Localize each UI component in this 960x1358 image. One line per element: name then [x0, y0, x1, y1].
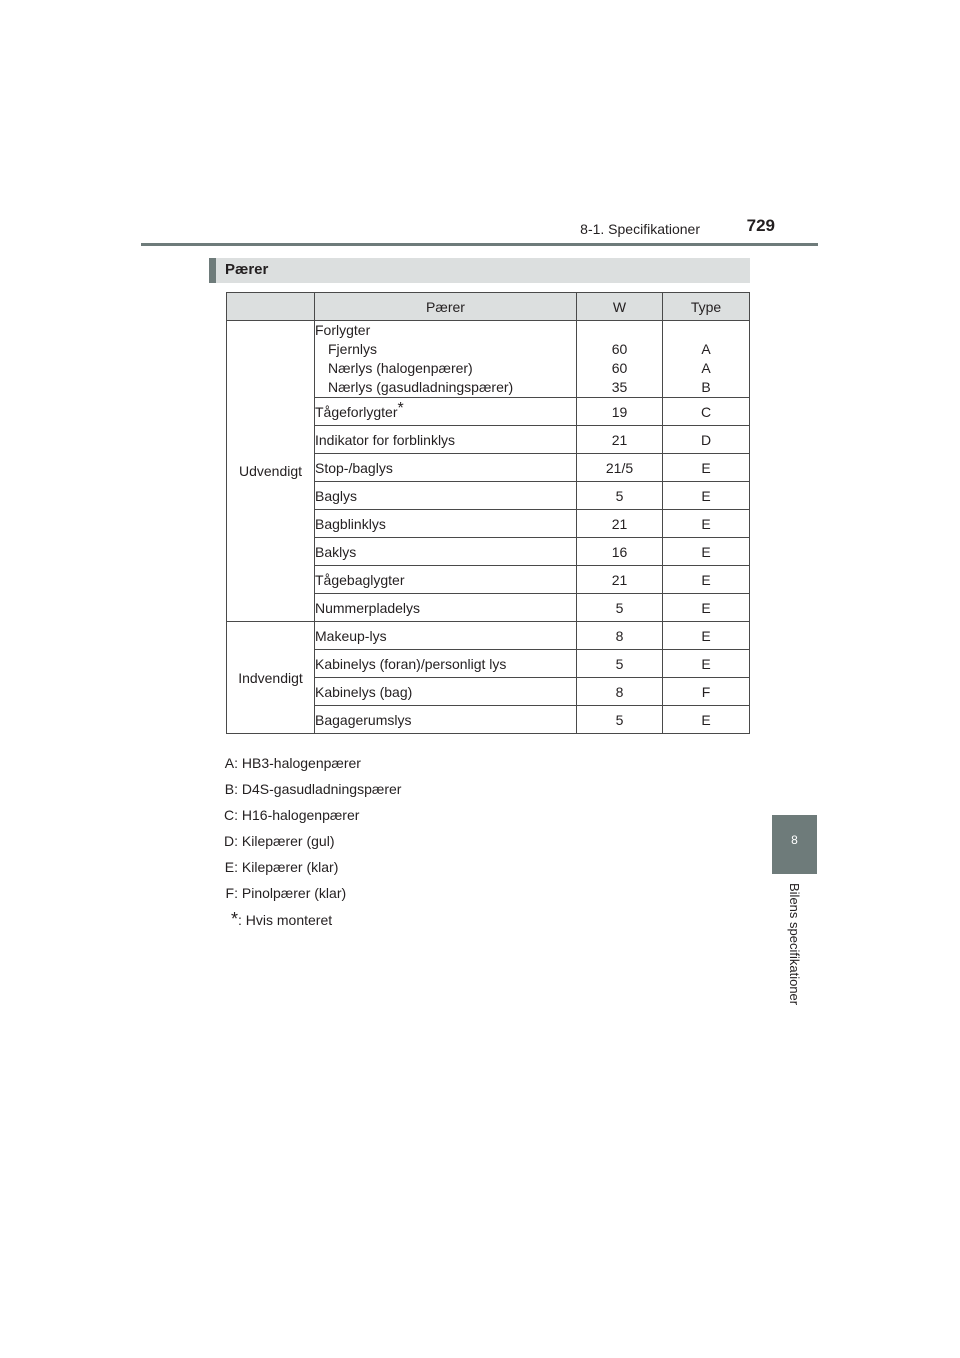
watt-value: 21: [577, 566, 663, 594]
bulb-name: [315, 398, 577, 426]
legend-text: Pinolpærer (klar): [241, 885, 347, 901]
legend-text: : Hvis monteret: [238, 912, 333, 928]
table-row: [227, 622, 750, 650]
watt-value: 21: [577, 510, 663, 538]
legend-key: D:: [224, 833, 238, 849]
type-value: B: [701, 379, 711, 395]
type-value: A: [701, 360, 711, 376]
type-value: C: [663, 398, 750, 426]
headlight-low-beam-halogen: Nærlys (halogenpærer): [328, 360, 473, 376]
bulb-name: Bagagerumslys: [315, 706, 577, 734]
type-value: E: [663, 482, 750, 510]
watt-value: 16: [577, 538, 663, 566]
watt-value: 21/5: [577, 454, 663, 482]
bulb-name: Makeup-lys: [315, 622, 577, 650]
chapter-tab: 8: [772, 815, 817, 874]
header-watt: W: [577, 293, 663, 321]
header-rule: [141, 243, 818, 246]
legend-item: [200, 832, 500, 858]
page-number: 729: [746, 216, 775, 235]
bulb-name-text: Tågeforlygter: [315, 403, 398, 420]
legend-item: [200, 858, 500, 884]
bulb-name: Tågebaglygter: [315, 566, 577, 594]
group-exterior: Udvendigt: [227, 321, 315, 622]
headlight-watts: [577, 321, 663, 398]
section-heading-bar: [209, 258, 750, 283]
watt-value: 60: [611, 341, 628, 357]
header-group: [227, 293, 315, 321]
legend-key: A:: [224, 755, 238, 771]
watt-value: 5: [577, 482, 663, 510]
bulb-name: Kabinelys (foran)/personligt lys: [315, 650, 577, 678]
legend-text: H16-halogenpærer: [241, 807, 360, 823]
headlight-high-beam: Fjernlys: [328, 341, 378, 357]
legend-key: E:: [224, 859, 238, 875]
section-reference: 8-1. Specifikationer: [580, 221, 700, 237]
watt-value: 5: [577, 594, 663, 622]
type-value: E: [663, 454, 750, 482]
legend-text: D4S-gasudladningspærer: [241, 781, 402, 797]
type-value: E: [663, 510, 750, 538]
section-accent: [209, 258, 216, 283]
bulb-type-legend: [200, 754, 500, 936]
bulb-name: Bagblinklys: [315, 510, 577, 538]
legend-item: [200, 884, 500, 910]
legend-item: [200, 754, 500, 780]
legend-key: B:: [224, 781, 238, 797]
headlight-types: [663, 321, 750, 398]
type-value: D: [663, 426, 750, 454]
header-bulbs: Pærer: [315, 293, 577, 321]
optional-marker: *: [397, 399, 404, 417]
bulb-name: Nummerpladelys: [315, 594, 577, 622]
table-header-row: [227, 293, 750, 321]
type-value: A: [701, 341, 711, 357]
chapter-label-text: Bilens specifikationer: [787, 883, 802, 1006]
legend-key: F:: [225, 885, 238, 901]
headlight-title: Forlygter: [315, 322, 371, 338]
bulb-name: Indikator for forblinklys: [315, 426, 577, 454]
headlight-low-beam-gas: Nærlys (gasudladningspærer): [328, 379, 514, 395]
footnote-asterisk: *: [230, 909, 238, 929]
legend-text: Kilepærer (gul): [241, 833, 335, 849]
table-row: [227, 321, 750, 398]
watt-value: 8: [577, 678, 663, 706]
watt-value: 35: [611, 379, 628, 395]
type-value: E: [663, 566, 750, 594]
legend-item: [200, 806, 500, 832]
bulb-table: [226, 292, 750, 734]
watt-value: 5: [577, 706, 663, 734]
section-title: Pærer: [225, 261, 269, 278]
watt-value: 8: [577, 622, 663, 650]
headlight-cell: [315, 321, 577, 398]
legend-footnote: [200, 910, 500, 936]
type-value: E: [663, 594, 750, 622]
chapter-label: [779, 883, 809, 1023]
type-value: E: [663, 622, 750, 650]
type-value: F: [663, 678, 750, 706]
bulb-name: Baglys: [315, 482, 577, 510]
legend-text: Kilepærer (klar): [241, 859, 339, 875]
type-value: E: [663, 650, 750, 678]
legend-key: C:: [224, 807, 238, 823]
legend-text: HB3-halogenpærer: [241, 755, 361, 771]
watt-value: 21: [577, 426, 663, 454]
bulb-name: Stop-/baglys: [315, 454, 577, 482]
watt-value: 60: [611, 360, 628, 376]
bulb-name: Baklys: [315, 538, 577, 566]
header-type: Type: [663, 293, 750, 321]
legend-item: [200, 780, 500, 806]
type-value: E: [663, 538, 750, 566]
watt-value: 5: [577, 650, 663, 678]
type-value: E: [663, 706, 750, 734]
bulb-name: Kabinelys (bag): [315, 678, 577, 706]
group-interior: Indvendigt: [227, 622, 315, 734]
watt-value: 19: [577, 398, 663, 426]
